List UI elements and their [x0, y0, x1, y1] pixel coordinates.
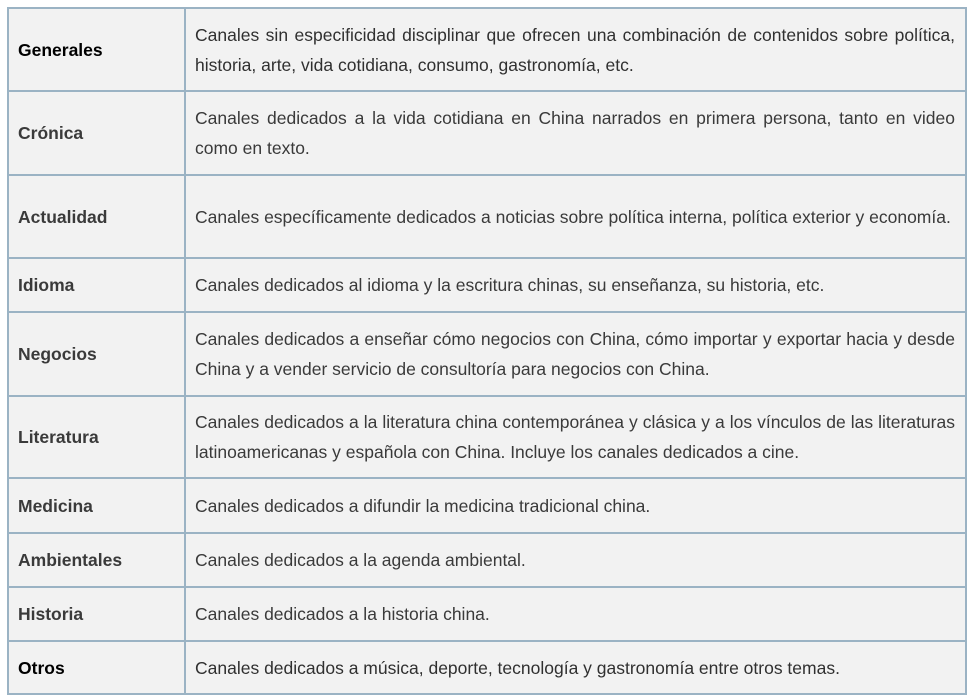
description-cell: Canales dedicados a difundir la medicina tradicional china.: [185, 478, 966, 533]
table-row: [8, 258, 966, 312]
table-row: [8, 175, 966, 258]
description-cell: Canales dedicados al idioma y la escritura chinas, su enseñanza, su historia, etc.: [185, 258, 966, 312]
table-row: [8, 641, 966, 694]
description-cell: Canales dedicados a la agenda ambiental.: [185, 533, 966, 587]
category-cell: Actualidad: [8, 175, 185, 258]
table-row: [8, 396, 966, 478]
category-cell: Literatura: [8, 396, 185, 478]
description-cell: Canales sin especificidad disciplinar que ofrecen una combinación de contenidos sobre política, historia, arte, vida cotidiana, consumo, gastronomía, etc.: [185, 8, 966, 91]
category-cell: Idioma: [8, 258, 185, 312]
description-cell: Canales dedicados a la historia china.: [185, 587, 966, 641]
table-row: [8, 478, 966, 533]
category-cell: Crónica: [8, 91, 185, 175]
category-cell: Historia: [8, 587, 185, 641]
table-row: [8, 587, 966, 641]
table-row: [8, 8, 966, 91]
description-cell: Canales dedicados a enseñar cómo negocios con China, cómo importar y exportar hacia y desde China y a vender servicio de consultoría para negocios con China.: [185, 312, 966, 396]
channel-categories-table: [7, 7, 967, 695]
description-cell: Canales dedicados a la vida cotidiana en China narrados en primera persona, tanto en video como en texto.: [185, 91, 966, 175]
description-cell: Canales dedicados a la literatura china contemporánea y clásica y a los vínculos de las literaturas latinoamericanas y española con China. Incluye los canales dedicados a cine.: [185, 396, 966, 478]
description-cell: Canales dedicados a música, deporte, tecnología y gastronomía entre otros temas.: [185, 641, 966, 694]
category-cell: Medicina: [8, 478, 185, 533]
table-row: [8, 312, 966, 396]
category-cell: Ambientales: [8, 533, 185, 587]
category-cell: Negocios: [8, 312, 185, 396]
table-row: [8, 533, 966, 587]
category-cell: Generales: [8, 8, 185, 91]
description-cell: Canales específicamente dedicados a noticias sobre política interna, política exterior y economía.: [185, 175, 966, 258]
category-cell: Otros: [8, 641, 185, 694]
table-row: [8, 91, 966, 175]
